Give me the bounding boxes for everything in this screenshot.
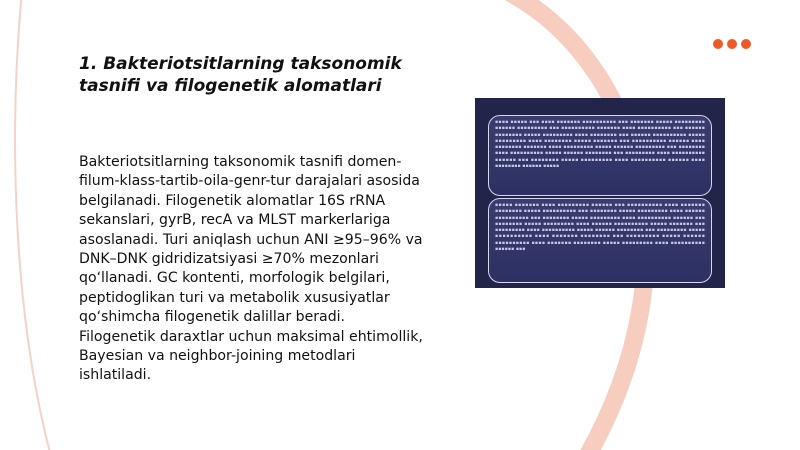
figure-panel-texture: ▪▪▪▪▪ ▪▪▪▪▪▪▪ ▪▪▪▪ ▪▪▪▪▪▪▪▪▪ ▪▪▪▪▪▪ ▪▪▪ ▪▪▪▪▪▪▪▪▪▪ ▪▪▪▪ ▪▪▪▪▪▪▪ ▪▪▪▪▪▪▪▪ ▪▪▪▪▪ ▪▪▪▪▪▪▪▪▪▪ ▪▪▪ ▪▪▪▪▪▪▪▪ ▪▪▪▪▪ ▪▪▪▪▪▪▪▪▪ ▪▪▪▪ ▪▪▪▪▪▪ ▪▪▪▪▪▪▪▪▪▪ ▪▪▪ ▪▪▪▪▪▪▪▪ ▪▪▪▪▪ ▪▪▪▪▪▪▪▪▪ ▪▪▪▪ ▪▪▪▪▪▪▪▪▪▪ ▪▪▪▪▪▪ ▪▪▪ ▪▪▪▪▪▪▪▪ ▪▪▪▪▪ ▪▪▪▪▪▪▪▪▪ ▪▪▪▪ ▪▪▪▪▪▪ ▪▪▪▪▪▪▪▪▪▪ ▪▪▪▪▪ ▪▪▪▪▪▪▪ ▪▪▪ ▪▪▪▪▪▪▪▪▪ ▪▪▪▪ ▪▪▪▪▪▪▪▪▪▪ ▪▪▪▪▪ ▪▪▪▪▪▪ ▪▪▪▪▪▪▪▪ ▪▪▪ ▪▪▪▪▪▪▪▪▪ ▪▪▪▪▪ ▪▪▪▪▪▪▪▪▪▪ ▪▪▪▪ ▪▪▪▪▪▪▪ ▪▪▪▪▪▪▪▪ ▪▪▪ ▪▪▪▪▪▪▪▪▪ ▪▪▪▪▪ ▪▪▪▪▪▪ ▪▪▪▪▪▪▪▪▪▪ ▪▪▪▪ ▪▪▪▪▪▪▪ ▪▪▪▪▪▪▪▪ ▪▪▪▪▪ ▪▪▪▪▪▪▪▪▪ ▪▪▪▪ ▪▪▪▪▪▪▪▪▪▪ ▪▪▪▪▪▪ ▪▪▪ — [495, 203, 705, 253]
figure-panel-bottom — [488, 198, 712, 283]
slide-body-text: Bakteriotsitlarning taksonomik tasnifi domen-filum-klass-tartib-oila-genr-tur darajalari asosida belgilanadi. Filogenetik alomatlar 16S rRNA sekanslari, gyrB, recA va MLST markerlariga asoslanadi. Turi aniqlash uchun ANI ≥95–96% va DNK–DNK gidridizatsiyasi ≥70% mezonlari qo‘llanadi. GC kontenti, morfologik belgilari, peptidoglikan turi va metabolik xususiyatlar qo‘shimcha filogenetik dalillar beradi. Filogenetik daraxtlar uchun maksimal ehtimollik, Bayesian va neighbor-joining metodlari ishlatiladi. — [79, 154, 423, 384]
dot-icon — [741, 39, 751, 49]
figure-image — [475, 98, 725, 288]
slide-title: 1. Bakteriotsitlarning taksonomik tasnifi va filogenetik alomatlari — [79, 54, 402, 96]
dot-icon — [727, 39, 737, 49]
dot-icon — [713, 39, 723, 49]
figure-panel-top — [488, 115, 712, 196]
figure-panel-texture: ▪▪▪▪ ▪▪▪▪▪ ▪▪▪ ▪▪▪▪ ▪▪▪▪▪▪▪ ▪▪▪▪▪▪▪▪▪▪ ▪▪▪ ▪▪▪▪▪▪▪ ▪▪▪▪▪ ▪▪▪▪▪▪▪▪▪ ▪▪▪▪▪▪ ▪▪▪▪▪▪▪▪▪ ▪▪▪ ▪▪▪▪▪▪▪▪▪▪ ▪▪▪▪▪▪▪ ▪▪▪▪ ▪▪▪▪▪▪▪▪▪▪ ▪▪▪ ▪▪▪▪▪▪ ▪▪▪▪▪▪▪▪ ▪▪▪▪▪ ▪▪▪▪▪▪▪▪▪ ▪▪▪▪ ▪▪▪▪▪▪▪▪ ▪▪▪ ▪▪▪▪▪▪ ▪▪▪▪▪▪▪▪▪▪ ▪▪▪▪▪ ▪▪▪▪▪▪▪▪▪ ▪▪▪▪ ▪▪▪▪▪▪▪▪ ▪▪▪▪▪ ▪▪▪▪▪▪▪ ▪▪▪ ▪▪▪▪▪▪▪▪▪▪ ▪▪▪▪▪▪ ▪▪▪▪ ▪▪▪▪▪▪▪▪ ▪▪▪▪▪▪▪ ▪▪▪▪ ▪▪▪▪▪▪▪▪▪ ▪▪▪▪▪ ▪▪▪▪▪▪ ▪▪▪▪▪▪▪▪▪ ▪▪▪ ▪▪▪▪▪▪▪▪ ▪▪▪▪ ▪▪▪▪▪▪▪▪▪▪ ▪▪▪▪▪ ▪▪▪▪▪▪ ▪▪▪▪▪▪▪▪ ▪▪▪ ▪▪▪▪▪▪▪▪▪ ▪▪▪▪ ▪▪▪▪▪▪▪▪▪▪ ▪▪▪▪▪▪ ▪▪▪ ▪▪▪▪▪▪▪▪ ▪▪▪▪▪ ▪▪▪▪▪▪▪▪▪ ▪▪▪▪ ▪▪▪▪▪▪▪▪▪▪ ▪▪▪▪▪▪ ▪▪▪▪ ▪▪▪▪▪▪▪▪ ▪▪▪▪▪▪ ▪▪▪▪▪ — [495, 120, 705, 170]
decorative-arc-left — [15, 0, 52, 450]
decorative-dots — [713, 39, 751, 49]
